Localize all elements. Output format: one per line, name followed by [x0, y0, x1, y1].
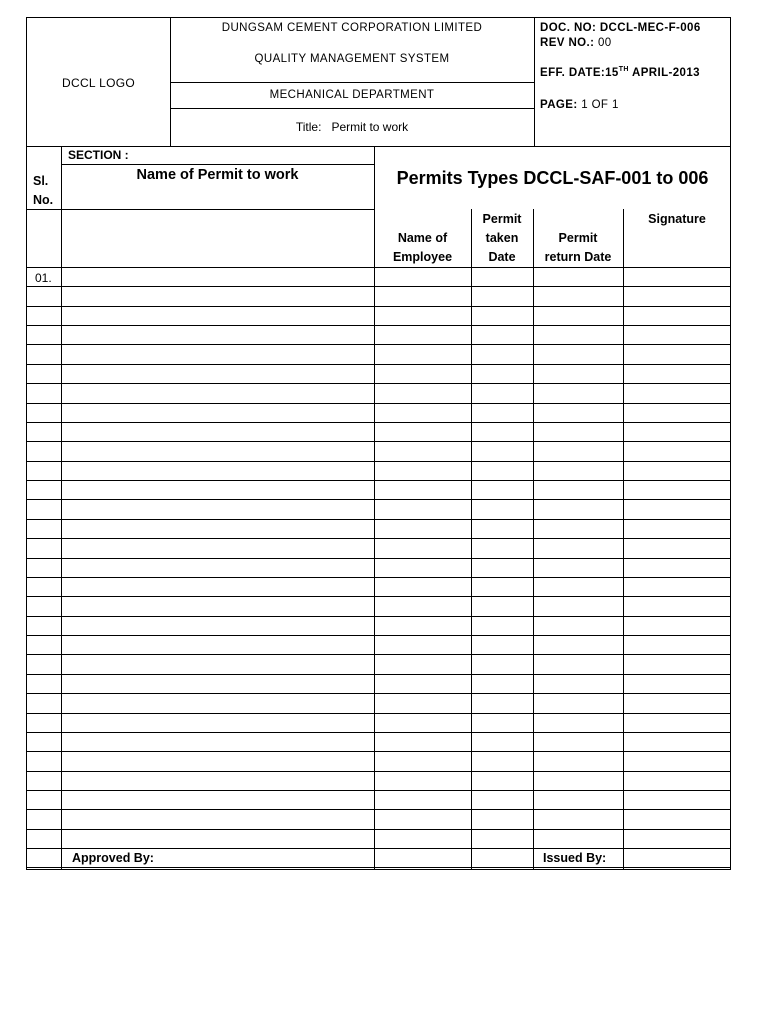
- grid-line: [26, 869, 731, 870]
- grid-line: [26, 461, 731, 462]
- title-value: Permit to work: [331, 120, 409, 134]
- employee-header-line2: Employee: [392, 250, 453, 264]
- page-label: PAGE:: [540, 99, 578, 111]
- grid-line: [26, 286, 731, 287]
- grid-line: [26, 422, 731, 423]
- taken-header-line3: Date: [488, 250, 516, 264]
- grid-line: [26, 558, 731, 559]
- return-header-line1: Permit: [558, 231, 598, 245]
- grid-line: [26, 635, 731, 636]
- doc-no-value: DCCL-MEC-F-006: [599, 22, 701, 34]
- name-of-permit-header: Name of Permit to work: [136, 167, 299, 183]
- approved-by-label: Approved By:: [72, 851, 154, 865]
- return-header-line2: return Date: [544, 250, 612, 264]
- grid-line: [26, 674, 731, 675]
- header-divider: [534, 18, 535, 146]
- rev-no-label: REV NO.:: [540, 37, 595, 49]
- grid-line: [61, 146, 62, 870]
- permits-types-title: Permits Types DCCL-SAF-001 to 006: [396, 168, 709, 188]
- taken-date-column-header: [471, 210, 533, 267]
- grid-line: [26, 790, 731, 791]
- document-header: [26, 17, 731, 147]
- grid-line: [26, 771, 731, 772]
- grid-line: [26, 616, 731, 617]
- doc-number: [540, 22, 701, 34]
- first-row-number: 01.: [35, 271, 52, 285]
- grid-line: [26, 693, 731, 694]
- header-divider: [170, 108, 534, 109]
- grid-line: [26, 325, 731, 326]
- rev-no-value: 00: [597, 37, 612, 49]
- grid-line: [26, 751, 731, 752]
- grid-line: [26, 809, 731, 810]
- grid-line: [26, 480, 731, 481]
- eff-date-rest: APRIL-2013: [628, 67, 700, 79]
- employee-column-header: [374, 229, 471, 267]
- section-label: SECTION :: [68, 148, 129, 162]
- doc-no-label: DOC. NO:: [540, 22, 597, 34]
- department-name: MECHANICAL DEPARTMENT: [269, 89, 435, 101]
- logo-placeholder: DCCL LOGO: [62, 76, 135, 90]
- grid-line: [26, 146, 731, 147]
- page-value: 1 OF 1: [581, 99, 619, 111]
- grid-line: [61, 164, 375, 165]
- grid-line: [26, 403, 731, 404]
- rev-number: [540, 37, 612, 49]
- eff-date-label: EFF. DATE:: [540, 67, 606, 79]
- effective-date: [540, 67, 700, 79]
- grid-line: [26, 829, 731, 830]
- grid-line: [26, 654, 731, 655]
- grid-line: [26, 383, 731, 384]
- grid-line: [26, 306, 731, 307]
- grid-line: [26, 538, 731, 539]
- grid-line: [26, 267, 731, 268]
- signature-column-header: Signature: [648, 212, 706, 226]
- grid-line: [26, 596, 731, 597]
- sl-label-line1: Sl.: [33, 174, 49, 188]
- grid-line: [26, 732, 731, 733]
- sl-no-header: [33, 172, 53, 210]
- permit-table: [26, 146, 731, 870]
- page-number: [540, 99, 619, 111]
- grid-line: [26, 519, 731, 520]
- grid-line: [26, 848, 731, 849]
- system-name: QUALITY MANAGEMENT SYSTEM: [254, 53, 450, 65]
- eff-date-sup: TH: [618, 66, 629, 74]
- company-name: DUNGSAM CEMENT CORPORATION LIMITED: [221, 22, 483, 34]
- grid-line: [26, 146, 27, 870]
- title-label: Title:: [295, 120, 322, 134]
- eff-date-day: 15: [605, 67, 619, 79]
- grid-line: [26, 209, 375, 210]
- grid-line: [374, 146, 375, 870]
- grid-line: [26, 577, 731, 578]
- sl-label-line2: No.: [33, 193, 54, 207]
- taken-header-line1: Permit: [482, 212, 522, 226]
- issued-by-label: Issued By:: [543, 851, 607, 865]
- grid-line: [26, 364, 731, 365]
- form-title: [170, 120, 534, 134]
- grid-line: [26, 344, 731, 345]
- grid-line: [26, 713, 731, 714]
- employee-header-line1: Name of: [397, 231, 448, 245]
- taken-header-line2: taken: [485, 231, 519, 245]
- grid-line: [26, 867, 731, 868]
- grid-line: [26, 441, 731, 442]
- header-divider: [170, 82, 534, 83]
- grid-line: [730, 146, 731, 870]
- grid-line: [26, 499, 731, 500]
- return-date-column-header: [533, 229, 623, 267]
